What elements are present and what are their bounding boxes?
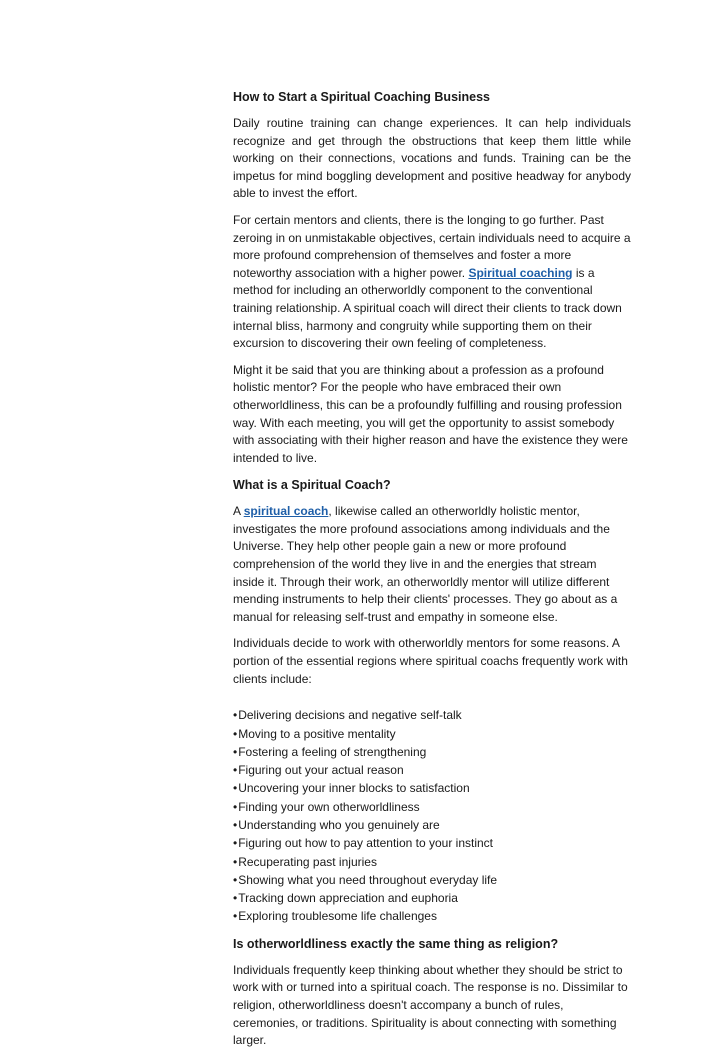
spiritual-coaching-link[interactable]: Spiritual coaching [468, 265, 573, 280]
list-item [233, 725, 631, 743]
bullet-icon: • [233, 891, 238, 906]
list-item [233, 798, 631, 816]
list-item-text: Finding your own otherworldliness [238, 799, 420, 814]
bullet-icon: • [233, 799, 238, 814]
list-item-text: Delivering decisions and negative self-talk [238, 708, 462, 723]
bullet-icon: • [233, 744, 238, 759]
list-item-text: Fostering a feeling of strengthening [238, 744, 427, 759]
list-item-text: Moving to a positive mentality [238, 726, 396, 741]
document-body [233, 88, 631, 1059]
bullet-icon: • [233, 909, 238, 924]
list-item [233, 816, 631, 834]
paragraph-religion: Individuals frequently keep thinking about whether they should be strict to work with or turned into a spiritual coach. The response is no. Dissimilar to religion, otherworldliness doesn't accompany a bunch of rules, ceremonies, or traditions. Spirituality is about connecting with something larger. [233, 962, 628, 1048]
list-item [233, 834, 631, 852]
list-item-text: Showing what you need throughout everyday life [238, 872, 498, 887]
list-item-text: Recuperating past injuries [238, 854, 377, 869]
bullet-icon: • [233, 872, 238, 887]
list-item-text: Exploring troublesome life challenges [238, 909, 437, 924]
bullet-icon: • [233, 854, 238, 869]
bullet-icon: • [233, 836, 238, 851]
bullet-list [233, 706, 631, 926]
bullet-icon: • [233, 781, 238, 796]
paragraph-definition [233, 503, 631, 626]
paragraph-mentors-text-before: For certain mentors and clients, there is the longing to go further. Past zeroing in on unmistakable objectives, certain individuals need to acquire a more profound comprehension of themselves and foster a more noteworthy association with a higher power. [233, 212, 631, 280]
list-item [233, 779, 631, 797]
list-item [233, 743, 631, 761]
list-item [233, 853, 631, 871]
list-item-text: Uncovering your inner blocks to satisfaction [238, 781, 470, 796]
list-item [233, 761, 631, 779]
paragraph-mentors [233, 212, 631, 353]
list-item [233, 889, 631, 907]
bullet-icon: • [233, 818, 238, 832]
paragraph-definition-text-before: A [233, 504, 244, 519]
list-item-text: Tracking down appreciation and euphoria [238, 891, 458, 906]
page-title: How to Start a Spiritual Coaching Business [233, 90, 490, 104]
section-heading-religion: Is otherworldliness exactly the same thing as religion? [233, 936, 559, 951]
list-item-text: Figuring out your actual reason [238, 763, 404, 778]
list-item [233, 871, 631, 889]
spiritual-coach-link[interactable]: spiritual coach [243, 504, 329, 519]
paragraph-intro: Daily routine training can change experiences. It can help individuals recognize and get through the obstructions that keep them little while working on their connections, vocations and funds. Training can be the impetus for mind boggling development and positive headway for anybody able to invest the effort. [233, 116, 631, 201]
bullet-icon: • [233, 708, 238, 723]
list-item [233, 907, 631, 925]
list-item-text: Understanding who you genuinely are [238, 818, 440, 832]
paragraph-reasons: Individuals decide to work with otherworldly mentors for some reasons. A portion of the essential regions where spiritual coachs frequently work with clients include: [233, 636, 628, 686]
paragraph-mentors-text-after: is a method for including an otherworldly component to the conventional training relationship. A spiritual coach will direct their clients to track down internal bliss, harmony and congruity while supporting them on their excursion to discovering their own feeling of completeness. [233, 265, 622, 351]
paragraph-definition-text-after: , likewise called an otherworldly holistic mentor, investigates the more profound associations among individuals and the Universe. They help other people gain a new or more profound comprehension of the world they live in and the energies that stream inside it. Through their work, an otherworldly mentor will utilize different mending instruments to help their clients' processes. They go about as a manual for releasing self-trust and empathy in someone else. [233, 504, 618, 624]
bullet-icon: • [233, 763, 238, 778]
list-item [233, 706, 631, 724]
paragraph-profession: Might it be said that you are thinking about a profession as a profound holistic mentor? For the people who have embraced their own otherworldliness, this can be a profoundly fulfilling and rousing profession way. With each meeting, you will get the opportunity to assist somebody with associating with their higher reason and have the existence they were intended to live. [233, 362, 628, 465]
section-heading-what-is: What is a Spiritual Coach? [233, 478, 391, 493]
bullet-icon: • [233, 726, 238, 741]
list-item-text: Figuring out how to pay attention to your instinct [238, 836, 494, 851]
